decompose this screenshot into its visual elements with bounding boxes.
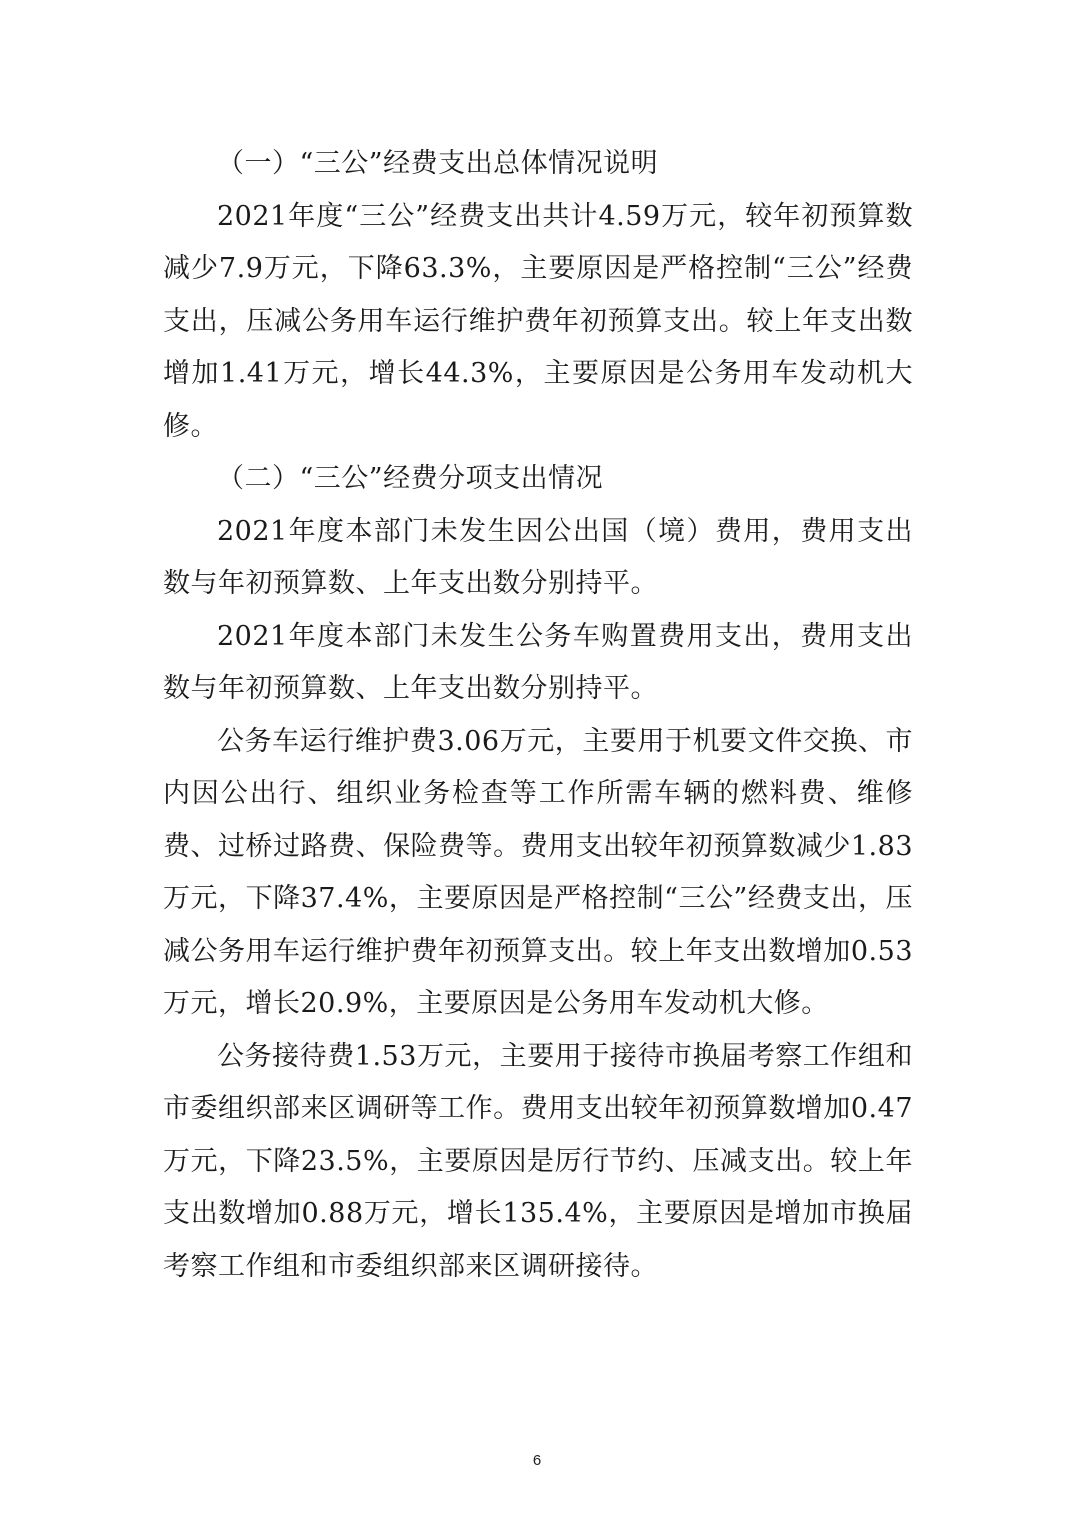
document-body [163,138,913,1293]
paragraph-official-reception: 公务接待费1.53万元，主要用于接待市换届考察工作组和市委组织部来区调研等工作。费用支出较年初预算数增加0.47万元，下降23.5%，主要原因是厉行节约、压减支出。较上年支出数增加0.88万元，增长135.4%，主要原因是增加市换届考察工作组和市委组织部来区调研接待。 [163,1040,913,1282]
paragraph-vehicle-maintenance: 公务车运行维护费3.06万元，主要用于机要文件交换、市内因公出行、组织业务检查等工作所需车辆的燃料费、维修费、过桥过路费、保险费等。费用支出较年初预算数减少1.83万元，下降37.4%，主要原因是严格控制“三公”经费支出，压减公务用车运行维护费年初预算支出。较上年支出数增加0.53万元，增长20.9%，主要原因是公务用车发动机大修。 [163,725,913,1019]
section-heading-overall: （一）“三公”经费支出总体情况说明 [217,148,659,179]
paragraph-overall-summary: 2021年度“三公”经费支出共计4.59万元，较年初预算数减少7.9万元，下降63.3%，主要原因是严格控制“三公”经费支出，压减公务用车运行维护费年初预算支出。较上年支出数增加1.41万元，增长44.3%，主要原因是公务用车发动机大修。 [163,200,913,442]
paragraph-overseas-travel: 2021年度本部门未发生因公出国（境）费用，费用支出数与年初预算数、上年支出数分别持平。 [163,515,913,599]
page-number: 6 [532,1452,542,1469]
paragraph-vehicle-purchase: 2021年度本部门未发生公务车购置费用支出，费用支出数与年初预算数、上年支出数分别持平。 [163,620,913,704]
section-heading-itemized: （二）“三公”经费分项支出情况 [217,463,604,494]
